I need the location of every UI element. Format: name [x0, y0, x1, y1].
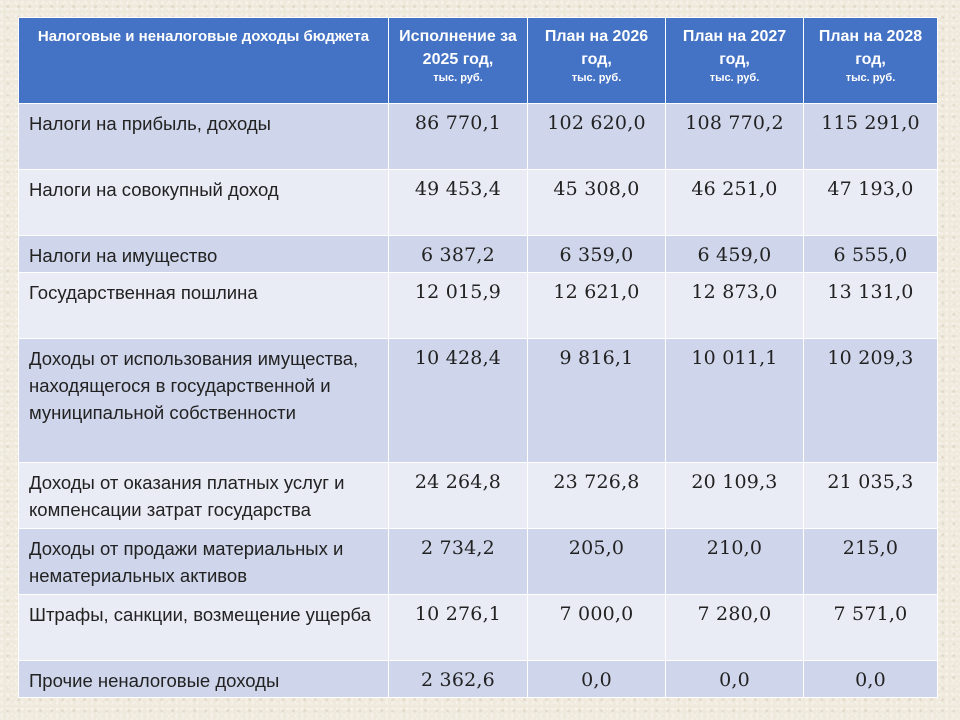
- value-2026: 205,0: [528, 529, 666, 595]
- table-row: [19, 236, 938, 273]
- value-2027: 0,0: [666, 661, 804, 698]
- value-2027: 20 109,3: [666, 463, 804, 529]
- value-2025: 12 015,9: [389, 273, 528, 339]
- value-2026: 7 000,0: [528, 595, 666, 661]
- value-2027: 6 459,0: [666, 236, 804, 273]
- header-title: Исполнение за 2025 год,: [399, 28, 517, 68]
- header-2026: [528, 18, 666, 104]
- row-label: Налоги на имущество: [19, 236, 389, 273]
- value-2025: 2 362,6: [389, 661, 528, 698]
- value-2025: 10 428,4: [389, 339, 528, 463]
- value-2026: 102 620,0: [528, 104, 666, 170]
- value-2028: 115 291,0: [804, 104, 938, 170]
- header-unit: тыс. руб.: [571, 72, 622, 84]
- value-2027: 10 011,1: [666, 339, 804, 463]
- value-2028: 215,0: [804, 529, 938, 595]
- header-unit: тыс. руб.: [433, 72, 483, 84]
- header-unit: тыс. руб.: [709, 72, 760, 84]
- value-2025: 24 264,8: [389, 463, 528, 529]
- value-2026: 9 816,1: [528, 339, 666, 463]
- header-2027: [666, 18, 804, 104]
- value-2028: 7 571,0: [804, 595, 938, 661]
- value-2026: 0,0: [528, 661, 666, 698]
- value-2026: 23 726,8: [528, 463, 666, 529]
- value-2026: 12 621,0: [528, 273, 666, 339]
- value-2028: 0,0: [804, 661, 938, 698]
- header-unit: тыс. руб.: [845, 72, 896, 84]
- table-row: [19, 595, 938, 661]
- header-title: План на 2027 год,: [682, 28, 787, 68]
- value-2028: 47 193,0: [804, 170, 938, 236]
- header-category: [19, 18, 389, 104]
- table-row: [19, 661, 938, 698]
- value-2027: 7 280,0: [666, 595, 804, 661]
- header-title: План на 2028 год,: [818, 28, 923, 68]
- value-2027: 12 873,0: [666, 273, 804, 339]
- value-2028: 13 131,0: [804, 273, 938, 339]
- revenue-table-container: [18, 17, 937, 698]
- row-label: Доходы от использования имущества, находящегося в государственной и муниципальной собственности: [19, 339, 389, 463]
- row-label: Прочие неналоговые доходы: [19, 661, 389, 698]
- table-header-row: [19, 18, 938, 104]
- table-row: [19, 463, 938, 529]
- value-2027: 108 770,2: [666, 104, 804, 170]
- table-row: [19, 339, 938, 463]
- row-label: Штрафы, санкции, возмещение ущерба: [19, 595, 389, 661]
- revenue-table: [18, 17, 938, 698]
- value-2027: 46 251,0: [666, 170, 804, 236]
- row-label: Доходы от продажи материальных и нематериальных активов: [19, 529, 389, 595]
- value-2025: 2 734,2: [389, 529, 528, 595]
- value-2025: 86 770,1: [389, 104, 528, 170]
- value-2026: 6 359,0: [528, 236, 666, 273]
- value-2026: 45 308,0: [528, 170, 666, 236]
- table-row: [19, 104, 938, 170]
- header-2028: [804, 18, 938, 104]
- value-2028: 6 555,0: [804, 236, 938, 273]
- table-row: [19, 170, 938, 236]
- table-row: [19, 273, 938, 339]
- header-title: План на 2026 год,: [544, 28, 649, 68]
- value-2028: 10 209,3: [804, 339, 938, 463]
- row-label: Налоги на совокупный доход: [19, 170, 389, 236]
- row-label: Доходы от оказания платных услуг и компенсации затрат государства: [19, 463, 389, 529]
- value-2025: 6 387,2: [389, 236, 528, 273]
- value-2028: 21 035,3: [804, 463, 938, 529]
- header-2025: [389, 18, 528, 104]
- table-row: [19, 529, 938, 595]
- value-2025: 10 276,1: [389, 595, 528, 661]
- row-label: Налоги на прибыль, доходы: [19, 104, 389, 170]
- value-2027: 210,0: [666, 529, 804, 595]
- row-label: Государственная пошлина: [19, 273, 389, 339]
- header-title: Налоговые и неналоговые доходы бюджета: [37, 28, 370, 45]
- value-2025: 49 453,4: [389, 170, 528, 236]
